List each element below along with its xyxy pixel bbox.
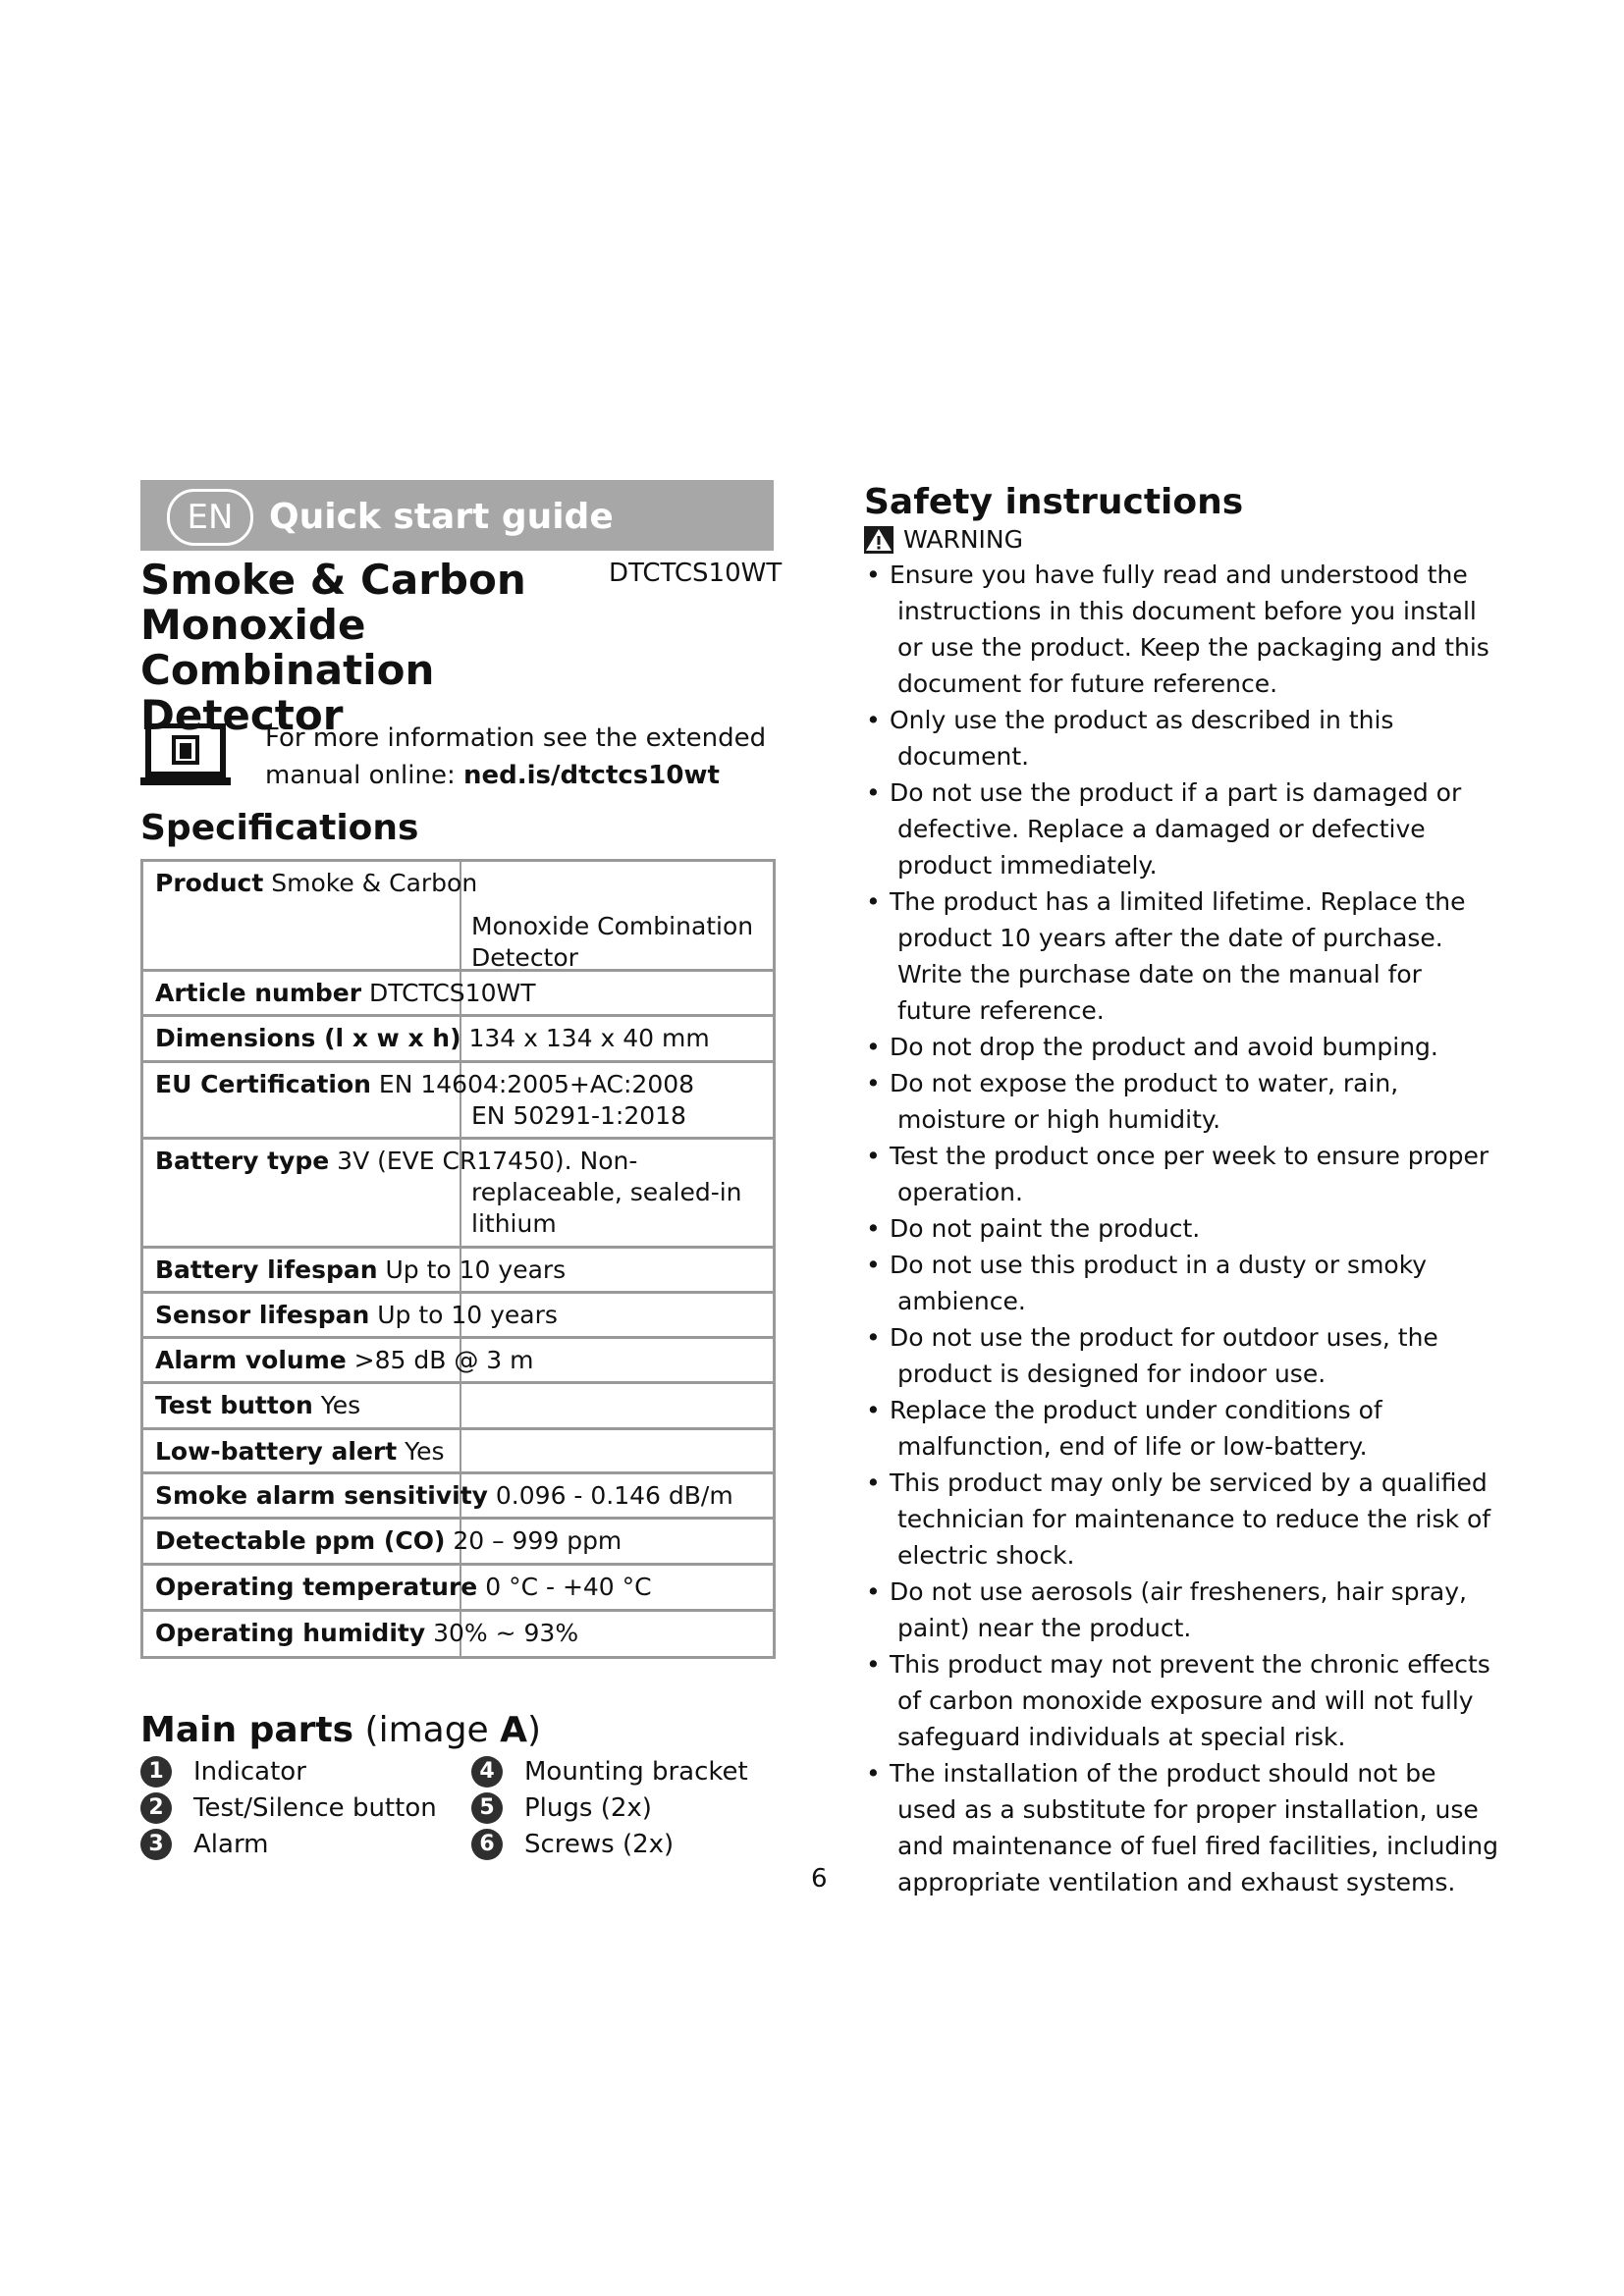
spec-value-continued: Monoxide Combination Detector: [471, 912, 754, 972]
spec-value: 134 x 134 x 40 mm: [468, 1024, 710, 1052]
bullet-icon: •: [866, 1468, 881, 1497]
spec-label: Operating temperature: [155, 1573, 478, 1601]
safety-item: [862, 774, 1500, 883]
spec-label: Battery lifespan: [155, 1255, 378, 1284]
safety-item-text: Replace the product under conditions of malfunction, end of life or low-battery.: [890, 1396, 1382, 1461]
spec-label: Sensor lifespan: [155, 1301, 370, 1329]
part-label: Alarm: [193, 1830, 269, 1859]
spec-label: Article number: [155, 979, 362, 1007]
spec-row: [143, 1017, 773, 1063]
warning-label: WARNING: [903, 525, 1023, 554]
part-label: Test/Silence button: [193, 1793, 437, 1823]
spec-row: [143, 1474, 773, 1520]
spec-row: [143, 862, 773, 972]
spec-label: EU Certification: [155, 1070, 371, 1098]
bullet-icon: •: [866, 1214, 881, 1243]
spec-row: [143, 1566, 773, 1612]
language-badge: EN: [167, 489, 253, 546]
safety-item: [862, 1065, 1500, 1138]
safety-item: [862, 1755, 1500, 1900]
online-manual-text: For more information see the extended manual online:: [265, 723, 767, 790]
part-number-badge: 4: [471, 1756, 503, 1788]
bullet-icon: •: [866, 1323, 881, 1352]
spec-value: >85 dB @ 3 m: [353, 1346, 534, 1374]
safety-item: [862, 1138, 1500, 1210]
spec-label: Product: [155, 869, 264, 897]
spec-value: DTCTCS10WT: [369, 979, 536, 1007]
safety-item: [862, 1319, 1500, 1392]
bullet-icon: •: [866, 1033, 881, 1061]
bullet-icon: •: [866, 1759, 881, 1788]
part-number-badge: 6: [471, 1829, 503, 1860]
spec-label: Smoke alarm sensitivity: [155, 1481, 488, 1510]
safety-item-text: Test the product once per week to ensure proper operation.: [890, 1142, 1489, 1206]
article-code: DTCTCS10WT: [609, 559, 783, 588]
part-label: Plugs (2x): [524, 1793, 652, 1823]
online-manual-link[interactable]: ned.is/dtctcs10wt: [462, 761, 720, 790]
spec-value-continued: replaceable, sealed-in lithium: [471, 1178, 742, 1238]
part-label: Screws (2x): [524, 1830, 675, 1859]
safety-item-text: Do not drop the product and avoid bumping.: [890, 1033, 1438, 1061]
spec-value: Smoke & Carbon: [271, 869, 478, 897]
spec-row: [143, 1294, 773, 1339]
bullet-icon: •: [866, 1396, 881, 1424]
safety-item: [862, 1247, 1500, 1319]
safety-item: [862, 883, 1500, 1029]
safety-item-text: The installation of the product should not be used as a substitute for proper installation, use and maintenance of fuel fired facilities, including appropriate ventilation and exhaust systems.: [890, 1759, 1498, 1896]
safety-item: [862, 1646, 1500, 1755]
safety-item-text: Do not use the product for outdoor uses, the product is designed for indoor use.: [890, 1323, 1438, 1388]
main-parts-heading: [140, 1710, 541, 1750]
main-parts-subtitle-prefix: (image: [364, 1710, 501, 1750]
product-title: Smoke & Carbon Monoxide Combination Detector: [140, 556, 526, 739]
spec-label: Test button: [155, 1391, 313, 1419]
safety-item: [862, 1029, 1500, 1065]
spec-label: Detectable ppm (CO): [155, 1526, 446, 1555]
spec-value: 0.096 - 0.146 dB/m: [495, 1481, 733, 1510]
main-parts-image-letter: A: [500, 1710, 528, 1750]
warning-icon: [864, 526, 893, 554]
guide-title: Quick start guide: [269, 497, 614, 537]
spec-value: 3V (EVE CR17450). Non-: [337, 1147, 638, 1175]
spec-label: Battery type: [155, 1147, 330, 1175]
spec-row: [143, 1249, 773, 1294]
safety-item-text: The product has a limited lifetime. Replace the product 10 years after the date of purchase. Write the purchase date on the manual for future reference.: [890, 887, 1466, 1025]
spec-row: [143, 1520, 773, 1566]
part-label: Indicator: [193, 1757, 306, 1787]
bullet-icon: •: [866, 1577, 881, 1606]
main-parts-subtitle-suffix: ): [527, 1710, 542, 1750]
bullet-icon: •: [866, 1650, 881, 1679]
safety-item-text: Do not use the product if a part is damaged or defective. Replace a damaged or defective product immediately.: [890, 778, 1462, 880]
spec-row: [143, 972, 773, 1017]
spec-value: Yes: [320, 1391, 361, 1419]
part-label: Mounting bracket: [524, 1757, 748, 1787]
part-number-badge: 1: [140, 1756, 172, 1788]
safety-item: [862, 557, 1500, 702]
spec-value: 20 – 999 ppm: [453, 1526, 623, 1555]
safety-item-text: Do not paint the product.: [890, 1214, 1201, 1243]
bullet-icon: •: [866, 887, 881, 916]
safety-instructions-list: [862, 557, 1500, 1900]
spec-row: [143, 1339, 773, 1384]
specifications-heading: Specifications: [140, 808, 419, 848]
spec-label: Low-battery alert: [155, 1437, 398, 1466]
spec-row: [143, 1384, 773, 1430]
safety-item: [862, 1574, 1500, 1646]
safety-item: [862, 702, 1500, 774]
page-number: 6: [811, 1864, 828, 1894]
bullet-icon: •: [866, 778, 881, 807]
bullet-icon: •: [866, 706, 881, 734]
spec-label: Dimensions (l x w x h): [155, 1024, 461, 1052]
bullet-icon: •: [866, 1069, 881, 1097]
safety-item-text: Do not use aerosols (air fresheners, hair spray, paint) near the product.: [890, 1577, 1467, 1642]
safety-item-text: Do not expose the product to water, rain, moisture or high humidity.: [890, 1069, 1399, 1134]
specifications-table: [140, 859, 776, 1659]
bullet-icon: •: [866, 561, 881, 589]
safety-item-text: Do not use this product in a dusty or smoky ambience.: [890, 1251, 1428, 1315]
safety-item-text: This product may only be serviced by a qualified technician for maintenance to reduce the risk of electric shock.: [890, 1468, 1491, 1570]
spec-value: Up to 10 years: [377, 1301, 558, 1329]
safety-item-text: Only use the product as described in this document.: [890, 706, 1394, 771]
laptop-icon: [140, 723, 231, 788]
online-manual-info: [265, 720, 776, 794]
part-number-badge: 2: [140, 1792, 172, 1824]
spec-row: [143, 1430, 773, 1474]
spec-value: Yes: [405, 1437, 445, 1466]
bullet-icon: •: [866, 1251, 881, 1279]
safety-item: [862, 1392, 1500, 1465]
safety-item-text: This product may not prevent the chronic effects of carbon monoxide exposure and will not fully safeguard individuals at special risk.: [890, 1650, 1490, 1751]
safety-item: [862, 1210, 1500, 1247]
spec-value-continued: EN 50291-1:2018: [471, 1101, 686, 1130]
part-number-badge: 3: [140, 1829, 172, 1860]
spec-row: [143, 1140, 773, 1249]
part-number-badge: 5: [471, 1792, 503, 1824]
safety-item-text: Ensure you have fully read and understood the instructions in this document before you install or use the product. Keep the packaging and this document for future reference.: [890, 561, 1489, 698]
spec-value: Up to 10 years: [385, 1255, 567, 1284]
spec-row: [143, 1612, 773, 1659]
safety-heading: Safety instructions: [864, 482, 1244, 522]
spec-value: EN 14604:2005+AC:2008: [378, 1070, 695, 1098]
spec-value: 30% ~ 93%: [433, 1619, 579, 1647]
spec-row: [143, 1063, 773, 1140]
bullet-icon: •: [866, 1142, 881, 1170]
safety-item: [862, 1465, 1500, 1574]
spec-label: Alarm volume: [155, 1346, 347, 1374]
main-parts-title: Main parts: [140, 1710, 354, 1750]
spec-label: Operating humidity: [155, 1619, 426, 1647]
spec-value: 0 °C - +40 °C: [485, 1573, 652, 1601]
